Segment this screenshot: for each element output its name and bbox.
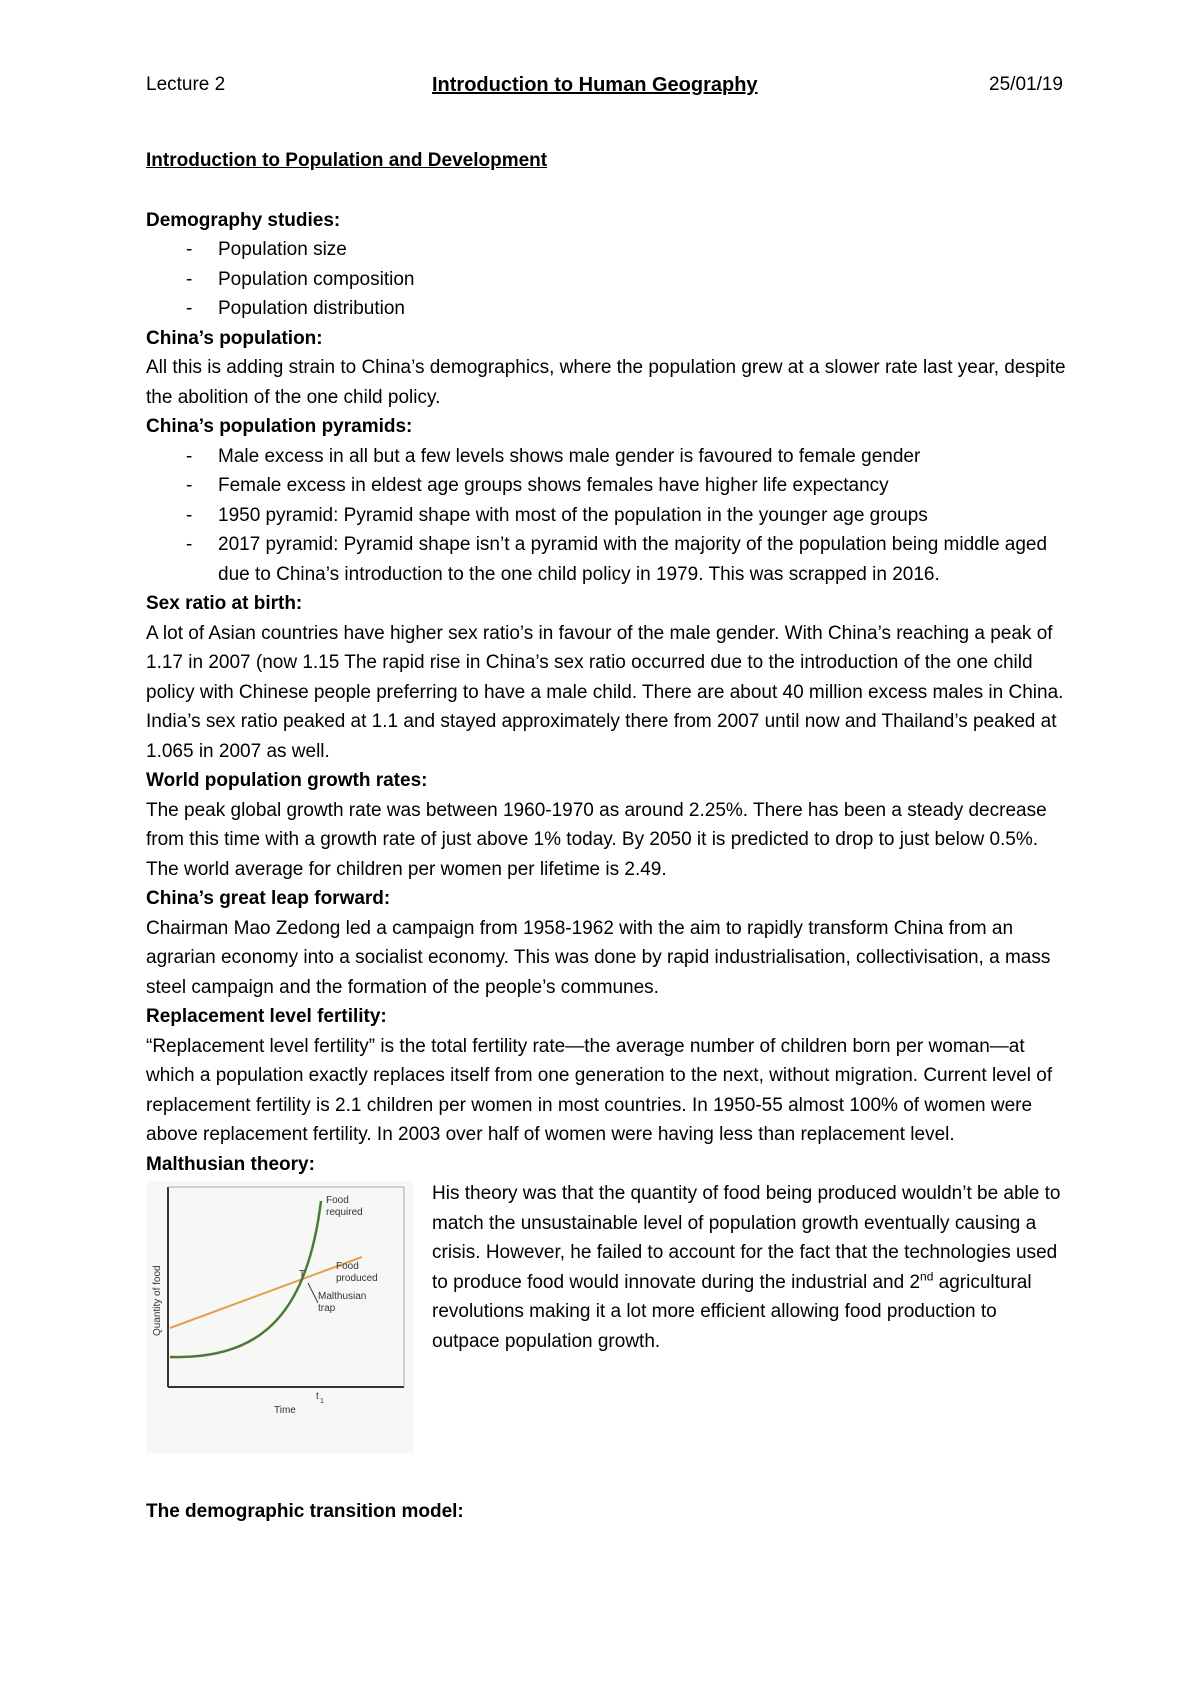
malthus-text-part-1: His theory was that the quantity of food being produced wouldn’t be able to match the unsustainable level of population growth eventually causing a crisis. However, he failed to account for the fact that the technologies used to produce food would innovate during the industrial and 2 bbox=[432, 1183, 1061, 1293]
y-axis-label: Quantity of food bbox=[152, 1265, 163, 1336]
document-body bbox=[146, 146, 1066, 1527]
list-item: - 2017 pyramid: Pyramid shape isn’t a pyramid with the majority of the population being middle aged due to China’s introduction to the one child policy in 1979. This was scrapped in 2016. bbox=[146, 530, 1066, 589]
malthus-text-part-2: agricultural revolutions making it a lot more efficient allowing food production to outpace population growth. bbox=[432, 1271, 1032, 1352]
list-item: - Female excess in eldest age groups shows females have higher life expectancy bbox=[146, 471, 1066, 501]
heading-malthusian-theory: Malthusian theory: bbox=[146, 1153, 315, 1175]
pyramids-list bbox=[146, 442, 1066, 590]
label-food-required-1: Food bbox=[326, 1195, 349, 1206]
malthus-paragraph bbox=[432, 1179, 1068, 1356]
ordinal-superscript: nd bbox=[920, 1269, 934, 1284]
demography-list bbox=[146, 235, 1066, 324]
list-item: - Male excess in all but a few levels shows male gender is favoured to female gender bbox=[146, 442, 1066, 472]
label-food-produced-1: Food bbox=[336, 1261, 359, 1272]
t1-subscript: 1 bbox=[320, 1398, 324, 1405]
label-malthusian-trap-2: trap bbox=[318, 1303, 336, 1314]
label-food-produced-2: produced bbox=[336, 1273, 378, 1284]
heading-great-leap: China’s great leap forward: bbox=[146, 888, 391, 909]
heading-demography: Demography studies: bbox=[146, 209, 341, 231]
heading-china-population: China’s population: bbox=[146, 327, 323, 349]
document-title: Introduction to Population and Development bbox=[146, 150, 548, 171]
heading-growth-rates: World population growth rates: bbox=[146, 770, 428, 791]
t1-label: t bbox=[316, 1391, 319, 1402]
paragraph-sex-ratio-1: A lot of Asian countries have higher sex ratio’s in favour of the male gender. With China’s reaching a peak of 1.17 in 2007 (now 1.15 The rapid rise in China’s sex ratio occurred due to the introduction of the one child policy with Chinese people preferring to have a male child. There are about 40 million excess males in China. bbox=[146, 622, 1064, 703]
list-item: - Population distribution bbox=[146, 294, 1066, 324]
paragraph-sex-ratio-2: India’s sex ratio peaked at 1.1 and stayed approximately there from 2007 until now and Thailand’s peaked at 1.065 in 2007 as well. bbox=[146, 711, 1057, 762]
point-t-label: T bbox=[299, 1269, 306, 1280]
list-item: - Population size bbox=[146, 235, 1066, 265]
paragraph-great-leap: Chairman Mao Zedong led a campaign from 1958-1962 with the aim to rapidly transform China from an agrarian economy into a socialist economy. This was done by rapid industrialisation, collectivisation, a mass steel campaign and the formation of the people’s communes. bbox=[146, 917, 1051, 998]
lecture-number: Lecture 2 bbox=[146, 74, 226, 95]
list-item: - Population composition bbox=[146, 265, 1066, 295]
paragraph-china-population: All this is adding strain to China’s demographics, where the population grew at a slower rate last year, despite the abolition of the one child policy. bbox=[146, 357, 1066, 408]
lecture-date: 25/01/19 bbox=[989, 74, 1063, 95]
malthus-chart bbox=[146, 1181, 414, 1453]
course-title: Introduction to Human Geography bbox=[432, 74, 758, 96]
page-header bbox=[146, 74, 1063, 104]
heading-replacement-fertility: Replacement level fertility: bbox=[146, 1006, 387, 1027]
paragraph-replacement-fertility: “Replacement level fertility” is the total fertility rate—the average number of children born per woman—at which a population exactly replaces itself from one generation to the next, without migration. Current level of replacement fertility is 2.1 children per women in most countries. In 1950-55 almost 100% of women were above replacement fertility. In 2003 over half of women were having less than replacement level. bbox=[146, 1035, 1053, 1145]
paragraph-growth-rates: The peak global growth rate was between 1960-1970 as around 2.25%. There has been a steady decrease from this time with a growth rate of just above 1% today. By 2050 it is predicted to drop to just below 0.5%. The world average for children per women per lifetime is 2.49. bbox=[146, 799, 1047, 880]
heading-sex-ratio: Sex ratio at birth: bbox=[146, 593, 303, 614]
malthus-figure bbox=[146, 1181, 414, 1453]
label-malthusian-trap-1: Malthusian bbox=[318, 1291, 367, 1302]
x-axis-label: Time bbox=[274, 1405, 296, 1416]
heading-population-pyramids: China’s population pyramids: bbox=[146, 416, 413, 437]
label-food-required-2: required bbox=[326, 1207, 363, 1218]
malthus-section bbox=[146, 1179, 1066, 1497]
heading-demographic-transition: The demographic transition model: bbox=[146, 1501, 464, 1522]
list-item: - 1950 pyramid: Pyramid shape with most of the population in the younger age groups bbox=[146, 501, 1066, 531]
